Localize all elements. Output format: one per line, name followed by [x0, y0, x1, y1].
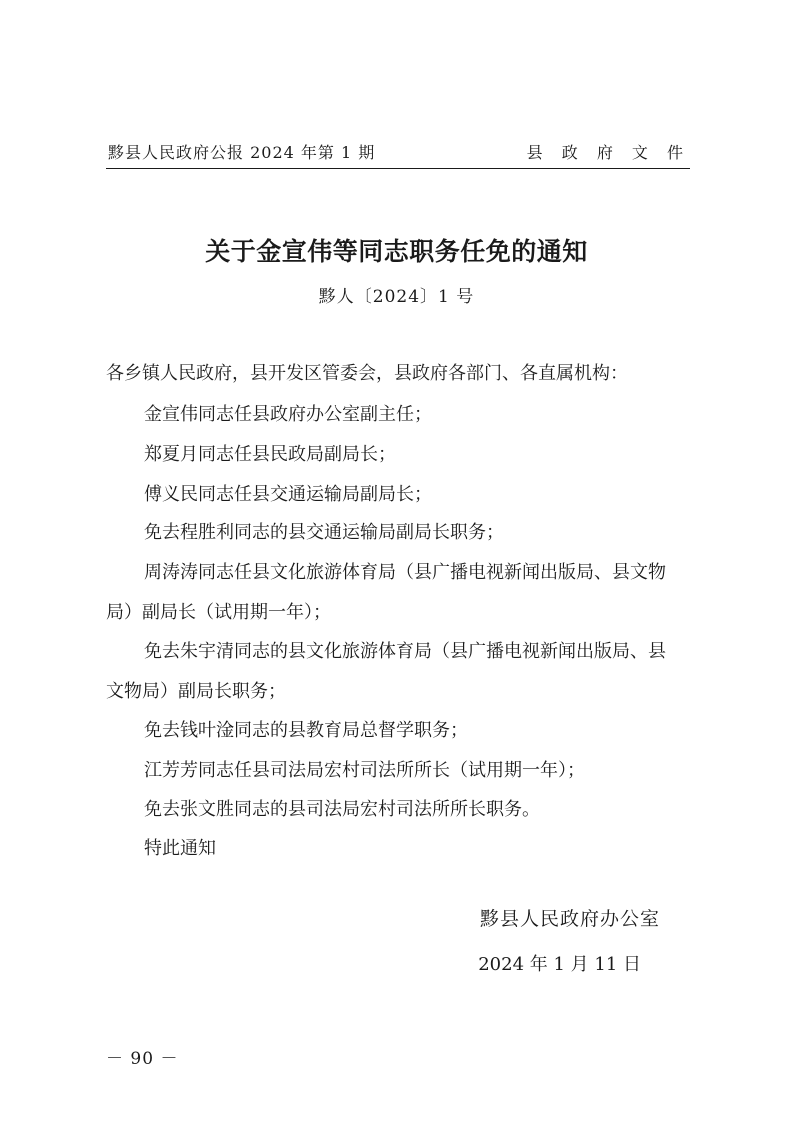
appointment-item: 江芳芳同志任县司法局宏村司法所所长（试用期一年）；	[144, 760, 585, 781]
document-number: 黟人〔2024〕1 号	[318, 287, 475, 307]
header-category: 县 政 府 文 件	[526, 143, 690, 162]
appointment-item: 免去程胜利同志的县交通运输局副局长职务；	[144, 522, 504, 543]
appointment-item-line: 文物局）副局长职务；	[106, 681, 286, 702]
appointment-item: 金宣伟同志任县政府办公室副主任；	[144, 404, 432, 425]
addressee: 各乡镇人民政府，县开发区管委会，县政府各部门、各直属机构：	[106, 363, 628, 384]
header-rule	[106, 168, 690, 169]
appointment-item: 郑夏月同志任县民政局副局长；	[144, 444, 396, 465]
signing-date: 2024 年 1 月 11 日	[478, 954, 641, 975]
appointment-item: 免去张文胜同志的县司法局宏村司法所所长职务。	[144, 799, 540, 820]
page-number: － 90 －	[106, 1049, 179, 1069]
appointment-item-line: 局）副局长（试用期一年）；	[106, 602, 331, 623]
appointment-item-line: 周涛涛同志任县文化旅游体育局（县广播电视新闻出版局、县文物	[144, 562, 666, 583]
header-publication: 黟县人民政府公报 2024 年第 1 期	[108, 143, 376, 162]
document-title: 关于金宣伟等同志职务任免的通知	[205, 237, 588, 266]
appointment-item-line: 免去朱宇清同志的县文化旅游体育局（县广播电视新闻出版局、县	[144, 641, 666, 662]
signer: 黟县人民政府办公室	[479, 908, 660, 930]
appointment-item: 傅义民同志任县交通运输局副局长；	[144, 484, 432, 505]
closing-notice: 特此通知	[144, 838, 216, 859]
appointment-item: 免去钱叶淦同志的县教育局总督学职务；	[144, 720, 468, 741]
